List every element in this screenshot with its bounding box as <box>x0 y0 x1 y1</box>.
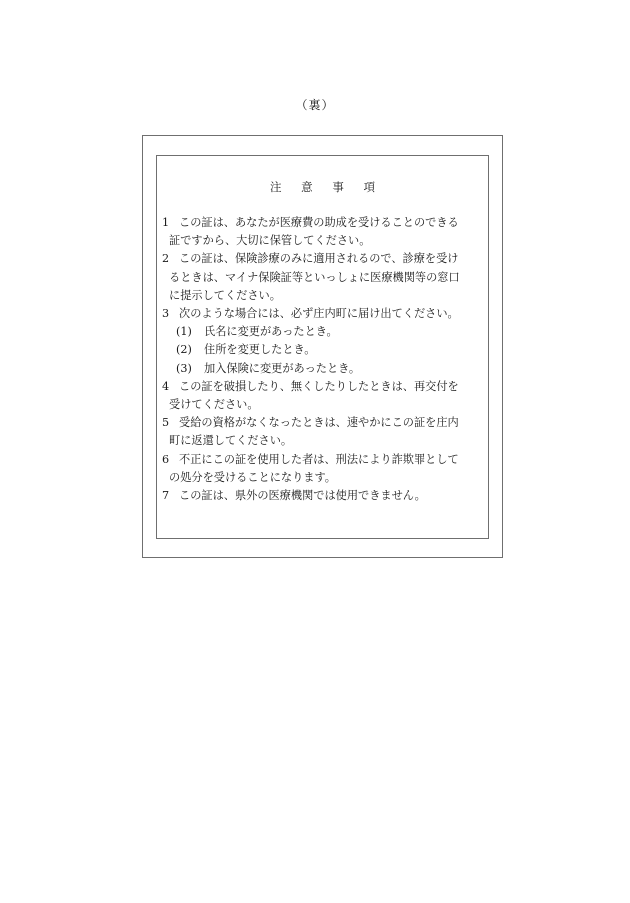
item-text-line: この証は、県外の医療機関では使用できません。 <box>179 489 426 503</box>
page-side-label: （裏） <box>295 98 335 112</box>
item-number: 2 <box>162 252 170 266</box>
item-text-line: に提示してください。 <box>169 288 281 302</box>
subitem-number: (1) <box>176 325 192 339</box>
notice-subitem-1 <box>162 323 488 341</box>
item-text-line: この証は、保険診療のみに適用されるので、診療を受け <box>179 252 459 266</box>
notice-item-6 <box>162 451 488 487</box>
item-number: 4 <box>162 379 170 393</box>
item-text-line: の処分を受けることになります。 <box>169 470 336 484</box>
subitem-text: 住所を変更したとき。 <box>204 343 316 357</box>
item-text-line: 証ですから、大切に保管してください。 <box>169 234 371 248</box>
subitem-number: (3) <box>176 361 192 375</box>
item-number: 1 <box>162 216 170 229</box>
notice-title <box>156 179 489 195</box>
item-number: 7 <box>162 489 170 503</box>
title-char: 注 <box>270 180 282 194</box>
item-text-line: 町に返還してください。 <box>169 434 293 448</box>
notice-item-7 <box>162 487 488 505</box>
title-char: 事 <box>332 180 344 194</box>
item-number: 5 <box>162 416 170 430</box>
notice-list <box>162 214 488 505</box>
notice-subitem-2 <box>162 341 488 359</box>
item-number: 3 <box>162 307 170 321</box>
item-number: 6 <box>162 452 170 466</box>
title-char: 項 <box>363 180 375 194</box>
notice-item-3 <box>162 305 488 323</box>
item-text-line: るときは、マイナ保険証等といっしょに医療機関等の窓口 <box>169 270 460 284</box>
notice-item-2 <box>162 250 488 305</box>
title-char: 意 <box>301 180 313 194</box>
item-text-line: 次のような場合には、必ず庄内町に届け出てください。 <box>179 307 459 321</box>
notice-item-5 <box>162 414 488 450</box>
notice-item-4 <box>162 378 488 414</box>
subitem-text: 氏名に変更があったとき。 <box>204 325 338 339</box>
item-text-line: この証は、あなたが医療費の助成を受けることのできる <box>179 216 459 229</box>
item-text-line: 不正にこの証を使用した者は、刑法により詐欺罪として <box>179 452 459 466</box>
item-text-line: この証を破損したり、無くしたりしたときは、再交付を <box>179 379 459 393</box>
item-text-line: 受給の資格がなくなったときは、速やかにこの証を庄内 <box>179 416 459 430</box>
notice-subitem-3 <box>162 360 488 378</box>
subitem-text: 加入保険に変更があったとき。 <box>204 361 361 375</box>
notice-item-1 <box>162 214 488 250</box>
subitem-number: (2) <box>176 343 192 357</box>
item-text-line: 受けてください。 <box>169 398 259 412</box>
